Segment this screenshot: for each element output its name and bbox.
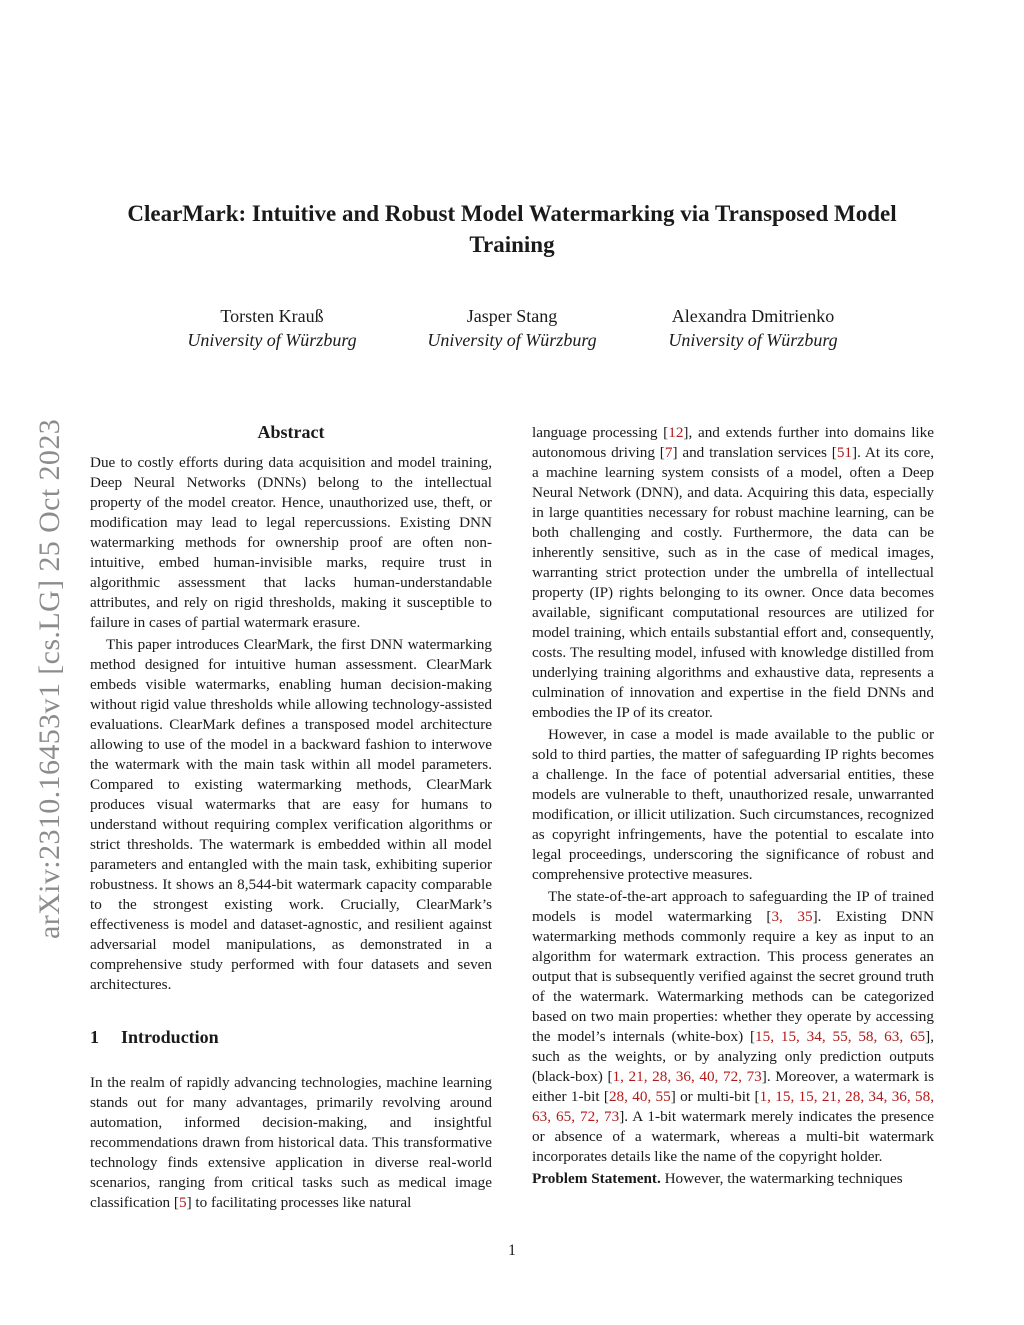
citation-link[interactable]: 3, 35 [771,908,813,925]
citation-link[interactable]: 15, 15, 34, 55, 58, 63, 65 [755,1028,926,1045]
abstract-paragraph: Due to costly efforts during data acquisition and model training, Deep Neural Networks (DNNs) belong to the intellectual property of the model creator. Hence, unauthorized use, theft, or modification may lead to legal repercussions. Existing DNN watermarking methods for ownership proof are often non-intuitive, embed human-invisible marks, require trust in algorithmic assessment that lacks human-understandable attributes, and rely on rigid thresholds, making it susceptible to failure in cases of partial watermark erasure. [90,454,492,631]
right-column [532,423,934,1189]
section-heading-introduction [90,1025,492,1049]
paper-title: ClearMark: Intuitive and Robust Model Watermarking via Transposed Model Training [127,201,897,257]
author-affiliation: University of Würzburg [187,330,357,350]
left-column [90,420,492,1213]
page-number: 1 [508,1242,516,1259]
author-name: Torsten Krauß [220,306,324,326]
arxiv-identifier: arXiv:2310.16453v1 [cs.LG] 25 Oct 2023 [33,418,66,939]
citation-link[interactable]: 51 [836,444,853,461]
intro-paragraph: In the realm of rapidly advancing technologies, machine learning stands out for many advantages, primarily revolving around automation, informed decision-making, and insightful recommendations drawn from historical data. This transformative technology finds extensive application in diverse real-world scenarios, ranging from critical tasks such as medical image classification [5] to facilitating processes like natural [90,1074,492,1211]
problem-statement-label: Problem Statement. [532,1170,661,1187]
citation-link[interactable]: 5 [178,1194,187,1211]
author-affiliation: University of Würzburg [668,330,838,350]
citation-link[interactable]: 12 [668,424,684,441]
problem-statement-paragraph: Problem Statement. However, the watermarking techniques [532,1170,903,1187]
citation-link[interactable]: 1, 15, 15, 21, 28, 34, 36, 58, 63, 65, 72, 73 [532,1088,934,1125]
citation-link[interactable]: 28, 40, 55 [608,1088,671,1105]
author-affiliation: University of Würzburg [427,330,597,350]
intro-paragraph: The state-of-the-art approach to safeguarding the IP of trained models is model watermarking [3, 35]. Existing DNN watermarking methods commonly require a key as input to an algorithm for watermark extraction. This process generates an output that is subsequently verified against the secret ground truth of the watermark. Watermarking methods can be categorized based on two main properties: whether they operate by accessing the model’s internals (white-box) [15, 15, 34, 55, 58, 63, 65], such as the weights, or by analyzing only prediction outputs (black-box) [1, 21, 28, 36, 40, 72, 73]. Moreover, a watermark is either 1-bit [28, 40, 55] or multi-bit [1, 15, 15, 21, 28, 34, 36, 58, 63, 65, 72, 73]. A 1-bit watermark merely indicates the presence or absence of a watermark, whereas a multi-bit watermark incorporates details like the name of the copyright holder. [532,888,935,1165]
author-block [152,304,392,352]
intro-paragraph: language processing [12], and extends further into domains like autonomous driving [7] and translation services [51]. At its core, a machine learning system consists of a model, often a Deep Neural Network (DNN), and data. Acquiring this data, especially in large quantities necessary for robust machine learning, can be both challenging and costly. Furthermore, the data can be inherently sensitive, such as in the case of medical images, warranting strict protection under the umbrella of intellectual property (IP) rights belonging to its owner. Once data becomes available, significant computational resources are utilized for model training, which entails substantial effort and, consequently, costs. The resulting model, infused with knowledge distilled from underlying training algorithms and exhaustive data, represents a culmination of innovation and expertise in the field DNNs and embodies the IP of its creator. [532,424,934,721]
author-name: Jasper Stang [466,306,558,326]
author-name: Alexandra Dmitrienko [671,306,835,326]
abstract-heading: Abstract [257,422,325,442]
section-title: Introduction [121,1027,219,1047]
citation-link[interactable]: 7 [664,444,673,461]
author-block [392,304,632,352]
section-number: 1 [90,1027,99,1047]
citation-link[interactable]: 1, 21, 28, 36, 40, 72, 73 [612,1068,762,1085]
author-block [633,304,873,352]
abstract-paragraph: This paper introduces ClearMark, the first DNN watermarking method designed for intuitive human assessment. ClearMark embeds visible watermarks, enabling human decision-making without rigid value thresholds while allowing technology-assisted evaluations. ClearMark defines a transposed model architecture allowing to use of the model in a backward fashion to interwove the watermark with the main task within all model parameters. Compared to existing watermarking methods, ClearMark produces visual watermarks that are easy for humans to understand without requiring complex verification algorithms or strict thresholds. The watermark is embedded within all model parameters and entangled with the main task, exhibiting superior robustness. It shows an 8,544-bit watermark capacity comparable to the strongest existing work. Crucially, ClearMark’s effectiveness is model and dataset-agnostic, and resilient against adversarial model manipulations, as demonstrated in a comprehensive study performed with four datasets and seven architectures. [90,636,492,993]
intro-paragraph: However, in case a model is made available to the public or sold to third parties, the matter of safeguarding IP rights becomes a challenge. In the face of potential adversarial entities, these models are vulnerable to theft, unauthorized resale, unwarranted modification, or illicit utilization. Such circumstances, recognized as copyright infringements, have the potential to escalate into legal proceedings, underscoring the significance of robust and comprehensive protective measures. [532,726,934,883]
